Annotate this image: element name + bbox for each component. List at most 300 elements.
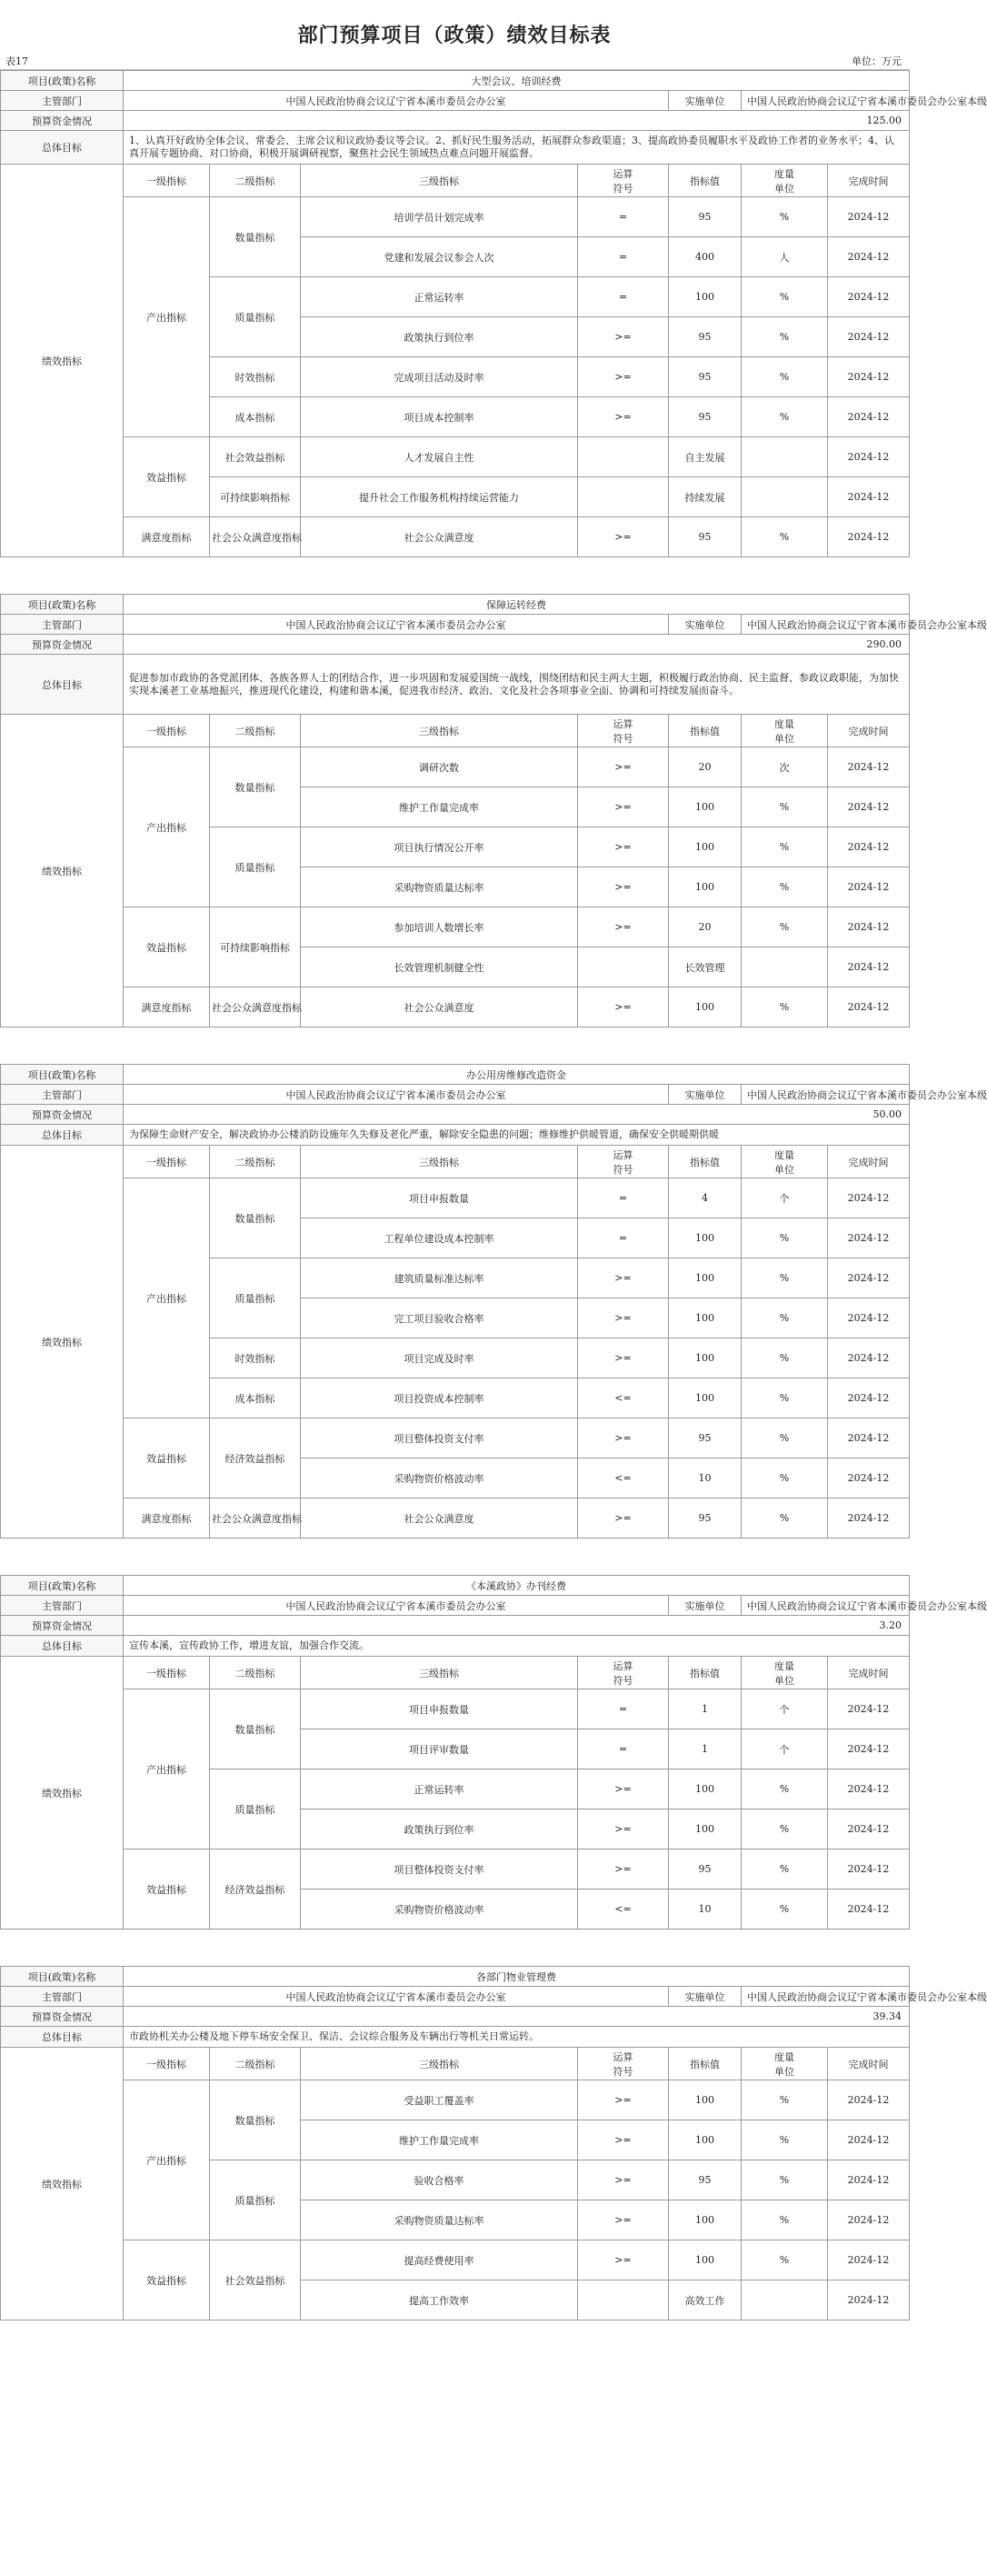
header-level3: 三级指标	[301, 1146, 578, 1178]
level2-indicator: 经济效益指标	[210, 1418, 301, 1498]
unit: 次	[742, 747, 828, 787]
level1-indicator: 效益指标	[124, 437, 210, 517]
unit: %	[742, 1809, 828, 1849]
operator: >=	[578, 747, 669, 787]
project-name-label: 项目(政策)名称	[1, 71, 124, 91]
dept-value: 中国人民政治协商会议辽宁省本溪市委员会办公室	[124, 91, 669, 111]
indicator-value: 95	[669, 1498, 742, 1539]
project-table	[0, 70, 987, 557]
header-value: 指标值	[669, 1657, 742, 1689]
indicator-value: 100	[669, 987, 742, 1027]
completion-time: 2024-12	[828, 1458, 910, 1498]
level3-indicator: 人才发展自主性	[301, 437, 578, 477]
table-row	[1, 1498, 910, 1539]
budget-value: 125.00	[124, 111, 910, 131]
goal-label: 总体目标	[1, 1125, 124, 1146]
operator	[578, 947, 669, 987]
header-level1: 一级指标	[124, 715, 210, 747]
header-value: 指标值	[669, 715, 742, 747]
indicator-value: 100	[669, 1378, 742, 1418]
dept-label: 主管部门	[1, 1085, 124, 1105]
header-level2: 二级指标	[210, 1146, 301, 1178]
level3-indicator: 项目申报数量	[301, 1178, 578, 1218]
unit: %	[742, 987, 828, 1027]
operator: =	[578, 1178, 669, 1218]
page-title: 部门预算项目（政策）绩效目标表	[297, 24, 612, 47]
completion-time: 2024-12	[828, 1809, 910, 1849]
indicator-value: 100	[669, 1809, 742, 1849]
project-name: 保障运转经费	[124, 595, 910, 615]
operator: >=	[578, 827, 669, 867]
project-name: 大型会议、培训经费	[124, 71, 910, 91]
dept-value: 中国人民政治协商会议辽宁省本溪市委员会办公室	[124, 1085, 669, 1105]
indicator-value: 100	[669, 867, 742, 907]
completion-time: 2024-12	[828, 277, 910, 317]
operator: >=	[578, 907, 669, 947]
completion-time: 2024-12	[828, 1498, 910, 1539]
level3-indicator: 建筑质量标准达标率	[301, 1258, 578, 1298]
indicator-value: 100	[669, 2200, 742, 2240]
goal-text: 为保障生命财产安全，解决政协办公楼消防设施年久失修及老化严重，解除安全隐患的问题；维修维护供暖管道，确保安全供暖期供暖	[124, 1125, 910, 1146]
goal-label: 总体目标	[1, 2027, 124, 2048]
header-operator: 运算 符号	[578, 1657, 669, 1689]
table-row	[1, 1689, 910, 1729]
level2-indicator: 社会效益指标	[210, 437, 301, 477]
indicator-value: 100	[669, 2240, 742, 2280]
level3-indicator: 完成项目活动及时率	[301, 357, 578, 397]
goal-label: 总体目标	[1, 655, 124, 715]
unit: %	[742, 787, 828, 827]
unit: %	[742, 1418, 828, 1458]
level3-indicator: 验收合格率	[301, 2160, 578, 2200]
unit: %	[742, 357, 828, 397]
header-level1: 一级指标	[124, 165, 210, 197]
goal-label: 总体目标	[1, 131, 124, 165]
operator: >=	[578, 1809, 669, 1849]
indicator-value: 95	[669, 517, 742, 557]
unit-label: 单位：万元	[852, 55, 902, 67]
budget-label: 预算资金情况	[1, 635, 124, 655]
header-unit: 度量 单位	[742, 165, 828, 197]
impl-label: 实施单位	[669, 615, 742, 635]
level2-indicator: 质量指标	[210, 277, 301, 357]
completion-time: 2024-12	[828, 437, 910, 477]
operator: >=	[578, 1769, 669, 1809]
level2-indicator: 质量指标	[210, 2160, 301, 2240]
completion-time: 2024-12	[828, 517, 910, 557]
unit: %	[742, 317, 828, 357]
dept-label: 主管部门	[1, 91, 124, 111]
completion-time: 2024-12	[828, 907, 910, 947]
indicator-value: 20	[669, 747, 742, 787]
indicator-value: 95	[669, 2160, 742, 2200]
operator: >=	[578, 867, 669, 907]
level1-indicator: 满意度指标	[124, 987, 210, 1027]
unit: %	[742, 1769, 828, 1809]
table-row	[1, 1418, 910, 1458]
header-time: 完成时间	[828, 165, 910, 197]
header-level3: 三级指标	[301, 1657, 578, 1689]
level2-indicator: 数量指标	[210, 2080, 301, 2160]
level3-indicator: 项目整体投资支付率	[301, 1849, 578, 1889]
header-operator: 运算 符号	[578, 715, 669, 747]
level1-indicator: 产出指标	[124, 2080, 210, 2240]
header-value: 指标值	[669, 1146, 742, 1178]
indicator-value: 95	[669, 1849, 742, 1889]
level3-indicator: 项目投资成本控制率	[301, 1378, 578, 1418]
indicator-value: 95	[669, 357, 742, 397]
level3-indicator: 项目申报数量	[301, 1689, 578, 1729]
table-row	[1, 437, 910, 477]
unit: %	[742, 2160, 828, 2200]
level3-indicator: 项目整体投资支付率	[301, 1418, 578, 1458]
level3-indicator: 项目完成及时率	[301, 1338, 578, 1378]
header-level3: 三级指标	[301, 165, 578, 197]
indicator-value: 95	[669, 397, 742, 437]
budget-label: 预算资金情况	[1, 1105, 124, 1125]
header-time: 完成时间	[828, 1657, 910, 1689]
operator: >=	[578, 357, 669, 397]
table-row	[1, 2080, 910, 2120]
project-table	[0, 1064, 987, 1539]
unit: %	[742, 2080, 828, 2120]
level2-indicator: 可持续影响指标	[210, 477, 301, 517]
level1-indicator: 效益指标	[124, 907, 210, 987]
completion-time: 2024-12	[828, 237, 910, 277]
completion-time: 2024-12	[828, 787, 910, 827]
completion-time: 2024-12	[828, 397, 910, 437]
table-row	[1, 517, 910, 557]
level2-indicator: 质量指标	[210, 1258, 301, 1338]
operator: >=	[578, 517, 669, 557]
table-row	[1, 987, 910, 1027]
operator: >=	[578, 2240, 669, 2280]
indicator-value: 10	[669, 1889, 742, 1929]
level3-indicator: 采购物资价格波动率	[301, 1889, 578, 1929]
indicator-value: 100	[669, 1258, 742, 1298]
header-level2: 二级指标	[210, 165, 301, 197]
table-row	[1, 747, 910, 787]
unit	[742, 947, 828, 987]
indicator-value: 100	[669, 2120, 742, 2160]
level2-indicator: 可持续影响指标	[210, 907, 301, 987]
unit	[742, 477, 828, 517]
project-table	[0, 594, 987, 1027]
indicator-value: 100	[669, 277, 742, 317]
level3-indicator: 维护工作量完成率	[301, 2120, 578, 2160]
table-row	[1, 907, 910, 947]
impl-label: 实施单位	[669, 1987, 742, 2007]
header-time: 完成时间	[828, 1146, 910, 1178]
table-number: 表17	[5, 55, 28, 67]
completion-time: 2024-12	[828, 1258, 910, 1298]
completion-time: 2024-12	[828, 197, 910, 237]
dept-label: 主管部门	[1, 615, 124, 635]
level3-indicator: 社会公众满意度	[301, 1498, 578, 1539]
impl-value: 中国人民政治协商会议辽宁省本溪市委员会办公室本级	[742, 1085, 910, 1105]
level3-indicator: 采购物资价格波动率	[301, 1458, 578, 1498]
indicator-value: 1	[669, 1689, 742, 1729]
operator: >=	[578, 1298, 669, 1338]
level3-indicator: 完工项目验收合格率	[301, 1298, 578, 1338]
level3-indicator: 维护工作量完成率	[301, 787, 578, 827]
level3-indicator: 提高经费使用率	[301, 2240, 578, 2280]
unit: 人	[742, 237, 828, 277]
header-level3: 三级指标	[301, 715, 578, 747]
level3-indicator: 工程单位建设成本控制率	[301, 1218, 578, 1258]
unit: %	[742, 1218, 828, 1258]
budget-value: 3.20	[124, 1616, 910, 1636]
operator: =	[578, 1729, 669, 1769]
completion-time: 2024-12	[828, 477, 910, 517]
indicator-value: 95	[669, 1418, 742, 1458]
perf-label: 绩效指标	[1, 2048, 124, 2320]
unit	[742, 437, 828, 477]
level1-indicator: 效益指标	[124, 1418, 210, 1498]
indicator-value: 长效管理	[669, 947, 742, 987]
level3-indicator: 政策执行到位率	[301, 317, 578, 357]
completion-time: 2024-12	[828, 1218, 910, 1258]
completion-time: 2024-12	[828, 2240, 910, 2280]
indicator-value: 4	[669, 1178, 742, 1218]
project-name-label: 项目(政策)名称	[1, 1065, 124, 1085]
goal-text: 市政协机关办公楼及地下停车场安全保卫、保洁、会议综合服务及车辆出行等机关日常运转。	[124, 2027, 910, 2048]
level2-indicator: 成本指标	[210, 1378, 301, 1418]
dept-value: 中国人民政治协商会议辽宁省本溪市委员会办公室	[124, 1596, 669, 1616]
unit	[742, 2280, 828, 2320]
goal-label: 总体目标	[1, 1636, 124, 1657]
level2-indicator: 社会公众满意度指标	[210, 517, 301, 557]
completion-time: 2024-12	[828, 1178, 910, 1218]
level2-indicator: 社会公众满意度指标	[210, 987, 301, 1027]
table-row	[1, 1849, 910, 1889]
budget-value: 290.00	[124, 635, 910, 655]
section-gap	[0, 1539, 909, 1575]
level2-indicator: 时效指标	[210, 357, 301, 397]
budget-value: 39.34	[124, 2007, 910, 2027]
indicator-value: 100	[669, 2080, 742, 2120]
indicator-value: 自主发展	[669, 437, 742, 477]
unit: %	[742, 1458, 828, 1498]
budget-label: 预算资金情况	[1, 111, 124, 131]
table-row	[1, 1178, 910, 1218]
level1-indicator: 满意度指标	[124, 517, 210, 557]
dept-value: 中国人民政治协商会议辽宁省本溪市委员会办公室	[124, 1987, 669, 2007]
header-value: 指标值	[669, 2048, 742, 2080]
header-level1: 一级指标	[124, 1146, 210, 1178]
level3-indicator: 长效管理机制健全性	[301, 947, 578, 987]
project-name: 《本溪政协》办刊经费	[124, 1576, 910, 1596]
header-unit: 度量 单位	[742, 715, 828, 747]
impl-label: 实施单位	[669, 1596, 742, 1616]
header-operator: 运算 符号	[578, 2048, 669, 2080]
project-table	[0, 1966, 987, 2320]
indicator-value: 100	[669, 827, 742, 867]
operator: >=	[578, 1418, 669, 1458]
unit: %	[742, 867, 828, 907]
header-unit: 度量 单位	[742, 1146, 828, 1178]
header-level1: 一级指标	[124, 1657, 210, 1689]
project-name-label: 项目(政策)名称	[1, 595, 124, 615]
header-time: 完成时间	[828, 2048, 910, 2080]
operator: >=	[578, 2080, 669, 2120]
level2-indicator: 社会公众满意度指标	[210, 1498, 301, 1539]
operator: <=	[578, 1378, 669, 1418]
level3-indicator: 社会公众满意度	[301, 517, 578, 557]
completion-time: 2024-12	[828, 1769, 910, 1809]
operator: >=	[578, 2200, 669, 2240]
level3-indicator: 项目成本控制率	[301, 397, 578, 437]
level1-indicator: 产出指标	[124, 747, 210, 907]
budget-value: 50.00	[124, 1105, 910, 1125]
operator: >=	[578, 987, 669, 1027]
table-meta	[0, 53, 909, 70]
completion-time: 2024-12	[828, 827, 910, 867]
goal-text: 促进参加市政协的各党派团体、各族各界人士的团结合作，进一步巩固和发展爱国统一战线，围绕团结和民主两大主题，积极履行政治协商、民主监督、参政议政职能，为加快实现本溪老工业基地振兴，推进现代化建设，构建和谐本溪，促进我市经济、政治、文化及社会各项事业全面、协调和可持续发展而奋斗。	[124, 655, 910, 715]
level2-indicator: 经济效益指标	[210, 1849, 301, 1929]
operator: >=	[578, 1498, 669, 1539]
operator	[578, 437, 669, 477]
perf-label: 绩效指标	[1, 715, 124, 1027]
perf-label: 绩效指标	[1, 1657, 124, 1929]
level2-indicator: 成本指标	[210, 397, 301, 437]
completion-time: 2024-12	[828, 2080, 910, 2120]
completion-time: 2024-12	[828, 1729, 910, 1769]
operator: =	[578, 237, 669, 277]
level3-indicator: 采购物资质量达标率	[301, 2200, 578, 2240]
level2-indicator: 数量指标	[210, 1178, 301, 1258]
operator: >=	[578, 2160, 669, 2200]
level1-indicator: 产出指标	[124, 1689, 210, 1849]
level2-indicator: 时效指标	[210, 1338, 301, 1378]
level3-indicator: 正常运转率	[301, 1769, 578, 1809]
operator	[578, 2280, 669, 2320]
operator: >=	[578, 2120, 669, 2160]
level2-indicator: 数量指标	[210, 197, 301, 277]
section-gap	[0, 1929, 909, 1966]
indicator-value: 10	[669, 1458, 742, 1498]
header-unit: 度量 单位	[742, 1657, 828, 1689]
indicator-value: 100	[669, 787, 742, 827]
project-name-label: 项目(政策)名称	[1, 1576, 124, 1596]
header-level2: 二级指标	[210, 715, 301, 747]
completion-time: 2024-12	[828, 1889, 910, 1929]
completion-time: 2024-12	[828, 2120, 910, 2160]
operator: =	[578, 197, 669, 237]
level3-indicator: 正常运转率	[301, 277, 578, 317]
level3-indicator: 党建和发展会议参会人次	[301, 237, 578, 277]
level2-indicator: 质量指标	[210, 827, 301, 907]
level2-indicator: 社会效益指标	[210, 2240, 301, 2320]
header-value: 指标值	[669, 165, 742, 197]
unit: %	[742, 1849, 828, 1889]
unit: %	[742, 1378, 828, 1418]
level2-indicator: 数量指标	[210, 1689, 301, 1769]
completion-time: 2024-12	[828, 747, 910, 787]
indicator-value: 20	[669, 907, 742, 947]
unit: %	[742, 2120, 828, 2160]
completion-time: 2024-12	[828, 1689, 910, 1729]
project-name-label: 项目(政策)名称	[1, 1967, 124, 1987]
impl-label: 实施单位	[669, 1085, 742, 1105]
section-gap	[0, 557, 909, 594]
level3-indicator: 培训学员计划完成率	[301, 197, 578, 237]
perf-label: 绩效指标	[1, 165, 124, 557]
level3-indicator: 政策执行到位率	[301, 1809, 578, 1849]
operator: =	[578, 1689, 669, 1729]
level3-indicator: 提高工作效率	[301, 2280, 578, 2320]
operator: >=	[578, 1258, 669, 1298]
completion-time: 2024-12	[828, 1378, 910, 1418]
indicator-value: 95	[669, 317, 742, 357]
unit: 个	[742, 1729, 828, 1769]
unit: 个	[742, 1178, 828, 1218]
unit: %	[742, 1498, 828, 1539]
operator: <=	[578, 1458, 669, 1498]
unit: %	[742, 197, 828, 237]
unit: %	[742, 1258, 828, 1298]
level1-indicator: 产出指标	[124, 1178, 210, 1418]
operator: <=	[578, 1889, 669, 1929]
impl-value: 中国人民政治协商会议辽宁省本溪市委员会办公室本级	[742, 91, 910, 111]
header-level1: 一级指标	[124, 2048, 210, 2080]
level3-indicator: 受益职工覆盖率	[301, 2080, 578, 2120]
level3-indicator: 提升社会工作服务机构持续运营能力	[301, 477, 578, 517]
goal-text: 宣传本溪，宣传政协工作，增进友谊，加强合作交流。	[124, 1636, 910, 1657]
level1-indicator: 产出指标	[124, 197, 210, 437]
completion-time: 2024-12	[828, 1418, 910, 1458]
indicator-value: 95	[669, 197, 742, 237]
table-row	[1, 197, 910, 237]
indicator-value: 高效工作	[669, 2280, 742, 2320]
unit: %	[742, 1889, 828, 1929]
unit: %	[742, 517, 828, 557]
goal-text: 1、认真开好政协全体会议、常委会、主席会议和议政协委议等会议。2、抓好民生服务活动，拓展群众参政渠道；3、提高政协委员履职水平及政协工作者的业务水平；4、认真开展专题协商、对口协商，积极开展调研视察，聚焦社会民生领域热点难点问题开展监督。	[124, 131, 910, 165]
level3-indicator: 采购物资质量达标率	[301, 867, 578, 907]
level1-indicator: 效益指标	[124, 1849, 210, 1929]
project-table	[0, 1575, 987, 1929]
project-name: 各部门物业管理费	[124, 1967, 910, 1987]
completion-time: 2024-12	[828, 1338, 910, 1378]
operator	[578, 477, 669, 517]
indicator-value: 100	[669, 1338, 742, 1378]
completion-time: 2024-12	[828, 317, 910, 357]
dept-label: 主管部门	[1, 1596, 124, 1616]
operator: >=	[578, 1338, 669, 1378]
completion-time: 2024-12	[828, 2280, 910, 2320]
section-gap	[0, 1027, 909, 1064]
perf-label: 绩效指标	[1, 1146, 124, 1539]
level3-indicator: 参加培训人数增长率	[301, 907, 578, 947]
indicator-value: 1	[669, 1729, 742, 1769]
impl-value: 中国人民政治协商会议辽宁省本溪市委员会办公室本级	[742, 1987, 910, 2007]
operator: >=	[578, 1849, 669, 1889]
project-name: 办公用房维修改造资金	[124, 1065, 910, 1085]
impl-value: 中国人民政治协商会议辽宁省本溪市委员会办公室本级	[742, 615, 910, 635]
operator: >=	[578, 787, 669, 827]
table-row	[1, 2240, 910, 2280]
budget-label: 预算资金情况	[1, 1616, 124, 1636]
budget-label: 预算资金情况	[1, 2007, 124, 2027]
completion-time: 2024-12	[828, 987, 910, 1027]
level1-indicator: 满意度指标	[124, 1498, 210, 1539]
operator: =	[578, 1218, 669, 1258]
completion-time: 2024-12	[828, 1849, 910, 1889]
impl-value: 中国人民政治协商会议辽宁省本溪市委员会办公室本级	[742, 1596, 910, 1616]
level3-indicator: 调研次数	[301, 747, 578, 787]
blocks-container	[0, 70, 987, 2320]
indicator-value: 100	[669, 1769, 742, 1809]
